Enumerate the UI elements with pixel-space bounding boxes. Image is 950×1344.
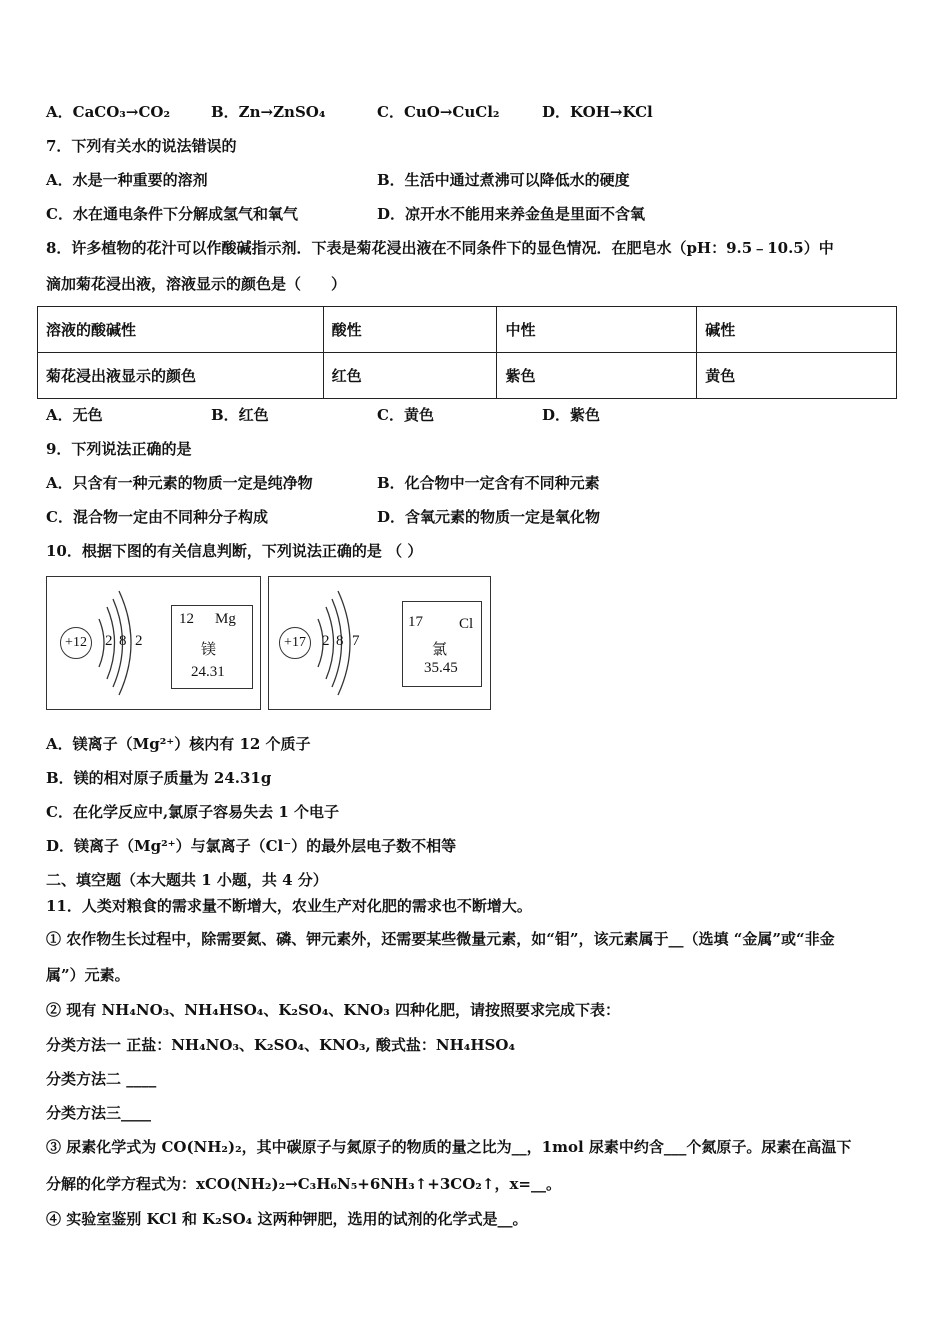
q11-method2: 分类方法二 ____ bbox=[46, 1070, 157, 1088]
mg-atomic-mass: 24.31 bbox=[191, 664, 225, 680]
table-cell: 中性 bbox=[497, 307, 697, 353]
cl-symbol: Cl bbox=[459, 616, 474, 632]
cl-atomic-number: 17 bbox=[408, 614, 423, 630]
q9-option-c: C．混合物一定由不同种分子构成 bbox=[46, 508, 268, 526]
table-cell: 碱性 bbox=[697, 307, 897, 353]
table-cell: 红色 bbox=[323, 353, 497, 399]
table-cell: 酸性 bbox=[323, 307, 497, 353]
q11-part3-line2: 分解的化学方程式为：xCO(NH₂)₂→C₃H₆N₅+6NH₃↑+3CO₂↑，x=__。 bbox=[46, 1175, 561, 1193]
q10-option-d: D．镁离子（Mg²⁺）与氯离子（Cl⁻）的最外层电子数不相等 bbox=[46, 837, 457, 855]
cl-element-card bbox=[402, 601, 482, 687]
cl-atomic-mass: 35.45 bbox=[424, 660, 458, 676]
q7-stem: 7．下列有关水的说法错误的 bbox=[46, 137, 237, 155]
q6-option-b: B．Zn→ZnSO₄ bbox=[211, 103, 326, 121]
q9-option-a: A．只含有一种元素的物质一定是纯净物 bbox=[46, 474, 313, 492]
cl-atom-figure bbox=[268, 576, 491, 710]
cl-shell-3: 7 bbox=[352, 633, 360, 649]
q9-option-b: B．化合物中一定含有不同种元素 bbox=[377, 474, 600, 492]
q8-option-b: B．红色 bbox=[211, 406, 269, 424]
table-row bbox=[38, 307, 897, 353]
q11-part4: ④ 实验室鉴别 KCl 和 K₂SO₄ 这两种钾肥，选用的试剂的化学式是__。 bbox=[46, 1210, 528, 1228]
table-cell: 紫色 bbox=[497, 353, 697, 399]
q8-option-a: A．无色 bbox=[46, 406, 103, 424]
mg-atom-figure bbox=[46, 576, 261, 710]
indicator-color-table bbox=[37, 306, 897, 399]
section-heading: 二、填空题（本大题共 1 小题，共 4 分） bbox=[46, 871, 328, 889]
mg-element-card bbox=[171, 605, 253, 689]
mg-nucleus: +12 bbox=[60, 627, 92, 659]
q11-part2: ② 现有 NH₄NO₃、NH₄HSO₄、K₂SO₄、KNO₃ 四种化肥，请按照要求完成下表： bbox=[46, 1001, 621, 1019]
q10-option-a: A．镁离子（Mg²⁺）核内有 12 个质子 bbox=[46, 735, 311, 753]
q7-option-b: B．生活中通过煮沸可以降低水的硬度 bbox=[377, 171, 630, 189]
q11-part1-line2: 属”）元素。 bbox=[46, 966, 130, 984]
table-cell: 黄色 bbox=[697, 353, 897, 399]
table-cell: 溶液的酸碱性 bbox=[38, 307, 324, 353]
q9-option-d: D．含氧元素的物质一定是氧化物 bbox=[377, 508, 601, 526]
mg-shell-3: 2 bbox=[135, 633, 143, 649]
mg-shell-1: 2 bbox=[105, 633, 113, 649]
q11-stem: 11．人类对粮食的需求量不断增大，农业生产对化肥的需求也不断增大。 bbox=[46, 897, 532, 915]
q10-option-c: C．在化学反应中,氯原子容易失去 1 个电子 bbox=[46, 803, 340, 821]
mg-shell-2: 8 bbox=[119, 633, 127, 649]
q9-stem: 9．下列说法正确的是 bbox=[46, 440, 192, 458]
q8-stem-line1: 8．许多植物的花汁可以作酸碱指示剂．下表是菊花浸出液在不同条件下的显色情况．在肥皂水（pH：9.5﹣10.5）中 bbox=[46, 239, 834, 257]
cl-name: 氯 bbox=[432, 642, 448, 658]
q6-option-c: C．CuO→CuCl₂ bbox=[377, 103, 500, 121]
table-cell: 菊花浸出液显示的颜色 bbox=[38, 353, 324, 399]
q8-option-c: C．黄色 bbox=[377, 406, 434, 424]
q8-stem-line2: 滴加菊花浸出液，溶液显示的颜色是（ ） bbox=[46, 275, 347, 293]
q11-method3: 分类方法三____ bbox=[46, 1104, 152, 1122]
cl-nucleus: +17 bbox=[279, 627, 311, 659]
q7-option-c: C．水在通电条件下分解成氢气和氧气 bbox=[46, 205, 298, 223]
q11-method1: 分类方法一 正盐：NH₄NO₃、K₂SO₄、KNO₃, 酸式盐：NH₄HSO₄ bbox=[46, 1036, 516, 1054]
cl-shell-2: 8 bbox=[336, 633, 344, 649]
mg-symbol: Mg bbox=[215, 611, 236, 627]
q7-option-d: D．凉开水不能用来养金鱼是里面不含氧 bbox=[377, 205, 646, 223]
q11-part1-line1: ① 农作物生长过程中，除需要氮、磷、钾元素外，还需要某些微量元素，如“钼”，该元素属于__（选填 “金属”或“非金 bbox=[46, 930, 835, 948]
q11-part3-line1: ③ 尿素化学式为 CO(NH₂)₂，其中碳原子与氮原子的物质的量之比为__，1mol 尿素中约含___个氮原子。尿素在高温下 bbox=[46, 1138, 852, 1156]
table-row bbox=[38, 353, 897, 399]
q6-option-d: D．KOH→KCl bbox=[542, 103, 653, 121]
mg-name: 镁 bbox=[201, 642, 217, 658]
cl-shell-1: 2 bbox=[322, 633, 330, 649]
q6-option-a: A．CaCO₃→CO₂ bbox=[46, 103, 171, 121]
q10-stem: 10．根据下图的有关信息判断，下列说法正确的是 （ ） bbox=[46, 542, 423, 560]
q8-option-d: D．紫色 bbox=[542, 406, 601, 424]
q10-option-b: B．镁的相对原子质量为 24.31g bbox=[46, 769, 272, 787]
mg-atomic-number: 12 bbox=[179, 611, 194, 627]
q7-option-a: A．水是一种重要的溶剂 bbox=[46, 171, 208, 189]
